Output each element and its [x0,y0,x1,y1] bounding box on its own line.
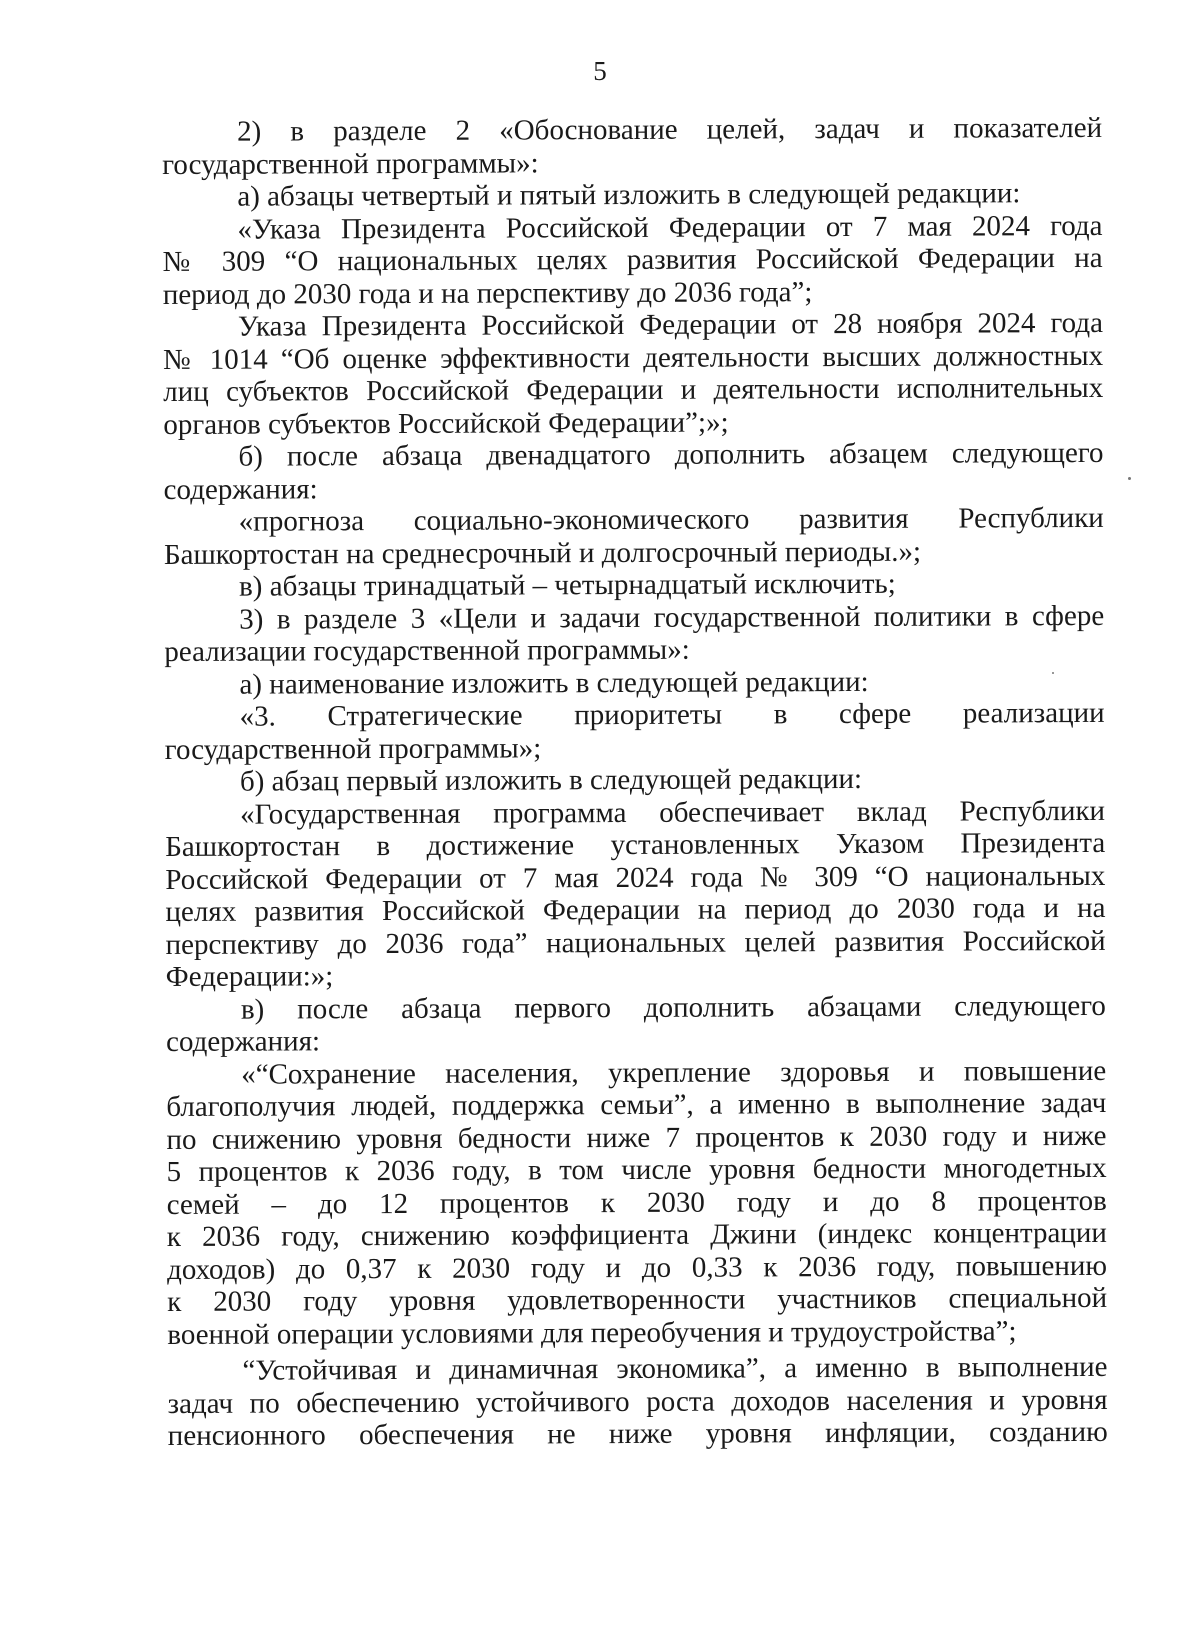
scan-speck [1128,477,1131,480]
document-line: реализации государственной программы»: [164,633,690,668]
document-line: Российской Федерации от 7 мая 2024 года № 309 “О национальных [165,859,1106,896]
document-line: а) абзацы четвертый и пятый изложить в следующей редакции: [237,177,1021,213]
document-line: “Устойчивая и динамичная экономика”, а именно в выполнение [242,1350,1108,1387]
document-line: к 2036 году, снижению коэффициента Джини (индекс концентрации [166,1216,1107,1253]
document-line: пенсионного обеспечения не ниже уровня инфляции, созданию [167,1415,1108,1452]
document-line: лиц субъектов Российской Федерации и деятельности исполнительных [163,371,1104,408]
document-line: 2) в разделе 2 «Обоснование целей, задач и показателей [236,111,1103,148]
document-line: Башкортостан на среднесрочный и долгосрочный периоды.»; [163,535,922,571]
scan-speck [1052,672,1054,674]
document-line: в) абзацы тринадцатый – четырнадцатый исключить; [238,567,896,603]
document-line: «3. Стратегические приоритеты в сфере реализации [239,696,1105,733]
document-line: по снижению уровня бедности ниже 7 процентов к 2030 году и ниже [166,1119,1107,1156]
document-line: перспективу до 2036 года” национальных целей развития Российской [165,924,1106,961]
document-line: к 2030 году уровня удовлетворенности участников специальной [167,1281,1108,1318]
document-line: 3) в разделе 3 «Цели и задачи государственной политики в сфере [239,599,1105,636]
document-line: б) абзац первый изложить в следующей редакции: [239,762,863,798]
document-line: № 1014 “Об оценке эффективности деятельности высших должностных [162,339,1104,376]
document-line: а) наименование изложить в следующей редакции: [239,665,869,701]
document-line: период до 2030 года и на перспективу до 2036 года”; [162,275,813,311]
document-line: «“Сохранение населения, укрепление здоровья и повышение [241,1054,1107,1091]
document-line: доходов) до 0,37 к 2030 году и до 0,33 к 2036 году, повышению [166,1249,1108,1286]
document-line: «Указа Президента Российской Федерации от 7 мая 2024 года [237,209,1103,246]
document-line: Башкортостан в достижение установленных Указом Президента [165,826,1106,863]
document-line: благополучия людей, поддержка семьи”, а именно в выполнение задач [166,1086,1107,1123]
page-number: 5 [593,56,607,86]
document-line: «прогноза социально-экономического развития Республики [238,501,1104,538]
document-line: Федерации:»; [165,960,334,993]
document-line: б) после абзаца двенадцатого дополнить абзацем следующего [238,436,1104,473]
document-line: государственной программы»; [164,731,542,766]
document-line: органов субъектов Российской Федерации”;»; [163,406,729,441]
document-line: содержания: [163,472,318,506]
document-body [162,112,1108,1453]
document-line: задач по обеспечению устойчивого роста доходов населения и уровня [167,1383,1108,1420]
document-line: семей – до 12 процентов к 2030 году и до 8 процентов [166,1184,1107,1221]
document-line: военной операции условиями для переобучения и трудоустройства”; [167,1314,1017,1351]
document-line: в) после абзаца первого дополнить абзацами следующего [240,989,1106,1026]
document-line: целях развития Российской Федерации на период до 2030 года и на [165,891,1106,928]
document-line: 5 процентов к 2036 году, в том числе уровня бедности многодетных [166,1151,1107,1188]
document-line: Указа Президента Российской Федерации от 28 ноября 2024 года [237,306,1103,343]
document-line: «Государственная программа обеспечивает вклад Республики [239,794,1106,831]
document-line: № 309 “О национальных целях развития Российской Федерации на [162,241,1103,278]
document-line: содержания: [165,1025,321,1058]
document-line: государственной программы»: [162,146,539,181]
